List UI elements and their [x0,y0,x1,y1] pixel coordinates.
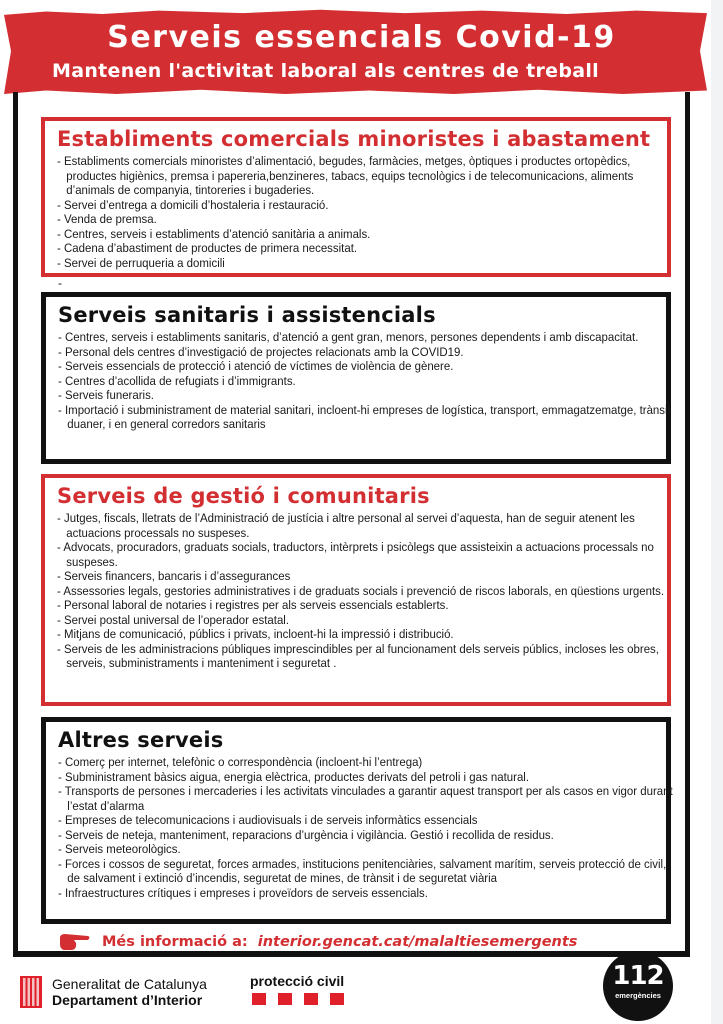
emergency-112-badge [603,951,673,1021]
generalitat-line1: Generalitat de Catalunya [52,976,207,992]
list-item: - Comerç per internet, telefònic o correspondència (incloent-hi l’entrega) [58,755,681,770]
section-sanitaris [41,292,671,464]
section-list [58,330,671,432]
square-mark [304,993,318,1005]
section-gestio [41,474,671,706]
list-item: - Serveis essencials de protecció i atenció de víctimes de violència de gènere. [58,359,681,374]
list-item: - Serveis de neteja, manteniment, reparacions d’urgència i vigilància. Gestió i recollida de residus. [58,828,681,843]
section-comercials [41,117,671,277]
section-title: Serveis de gestió i comunitaris [57,484,430,508]
list-item: - Serveis funeraris. [58,388,681,403]
proteccio-civil-squares [252,993,344,1005]
generalitat-name [52,976,207,1009]
proteccio-civil-logo: protecció civil [250,973,345,989]
section-list [58,755,673,900]
list-item: - Centres, serveis i establiments sanitaris, d’atenció a gent gran, menors, persones dependents i amb discapacitat. [58,330,681,345]
pointing-hand-icon [58,932,92,952]
section-altres [41,717,671,924]
section-title: Altres serveis [58,728,224,752]
page-edge [711,0,723,1024]
list-item: - Serveis meteorològics. [58,842,681,857]
square-mark [278,993,292,1005]
square-mark [252,993,266,1005]
list-item: - Centres d’acollida de refugiats i d’immigrants. [58,374,681,389]
stray-dash: - [58,276,62,290]
list-item: - Transports de persones i mercaderies i les activitats vinculades a garantir aquest transport per als casos en vigor durant l’estat d’alarma [58,784,681,813]
page-title: Serveis essencials Covid-19 [107,20,616,55]
square-mark [330,993,344,1005]
list-item: - Advocats, procuradors, graduats socials, traductors, intèrprets i psicòlegs que assisteixin a actuacions processals no suspeses. [57,540,680,569]
list-item: - Empreses de telecomunicacions i audiovisuals i de serveis informàtics essencials [58,813,681,828]
more-info-link[interactable]: interior.gencat.cat/malaltiesemergents [257,934,578,950]
list-item: - Importació i subministrament de material sanitari, incloent-hi empreses de logística, transport, emmagatzematge, trànsit duaner, i en general corredors sanitaris [58,403,681,432]
list-item: - Centres, serveis i establiments d’atenció sanitària a animals. [57,227,680,242]
section-title: Establiments comercials minoristes i abastament [57,127,651,151]
generalitat-line2: Departament d’Interior [52,992,203,1008]
more-info-label: Més informació a: [102,934,248,950]
list-item: - Mitjans de comunicació, públics i privats, incloent-hi la impressió i distribució. [57,627,680,642]
list-item: - Serveis de les administracions públiques imprescindibles per al funcionament dels serveis públics, incloses les obres, serveis, subministraments i manteniment i seguretat . [57,642,680,671]
page-subtitle: Mantenen l'activitat laboral als centres de treball [52,60,599,82]
list-item: - Personal laboral de notaries i registres per als serveis essencials establerts. [57,598,680,613]
list-item: - Jutges, fiscals, lletrats de l’Administració de justícia i altre personal al servei d’aquesta, han de seguir atenent les actuacions processals no suspeses. [57,511,680,540]
list-item: - Assessories legals, gestories administratives i de graduats socials i prevenció de riscos laborals, en qüestions urgents. [57,584,680,599]
list-item: - Servei postal universal de l’operador estatal. [57,613,680,628]
list-item: - Personal dels centres d’investigació de projectes relacionats amb la COVID19. [58,345,681,360]
generalitat-logo-icon [20,976,42,1008]
list-item: - Establiments comercials minoristes d’alimentació, begudes, farmàcies, metges, òptiques i productes ortopèdics, productes higiènics, premsa i papereria,benzineres, tabacs, equips tecnològics i de telecomunicacions, aliments d’animals de companyia, tintoreries i bugaderies. [57,154,680,198]
list-item: - Cadena d’abastiment de productes de primera necessitat. [57,241,680,256]
emergency-label: emergències [615,991,661,1000]
list-item: - Infraestructures crítiques i empreses i proveïdors de serveis essencials. [58,886,681,901]
more-info [58,932,577,952]
section-list [57,154,667,270]
emergency-number: 112 [612,961,664,991]
list-item: - Forces i cossos de seguretat, forces armades, institucions penitenciàries, salvament marítim, serveis protecció de civil, de salvament i extinció d’incendis, seguretat de mines, de trànsit i de seguretat viària [58,857,681,886]
section-title: Serveis sanitaris i assistencials [58,303,436,327]
list-item: - Servei de perruqueria a domicili [57,256,680,271]
section-list [57,511,667,671]
list-item: - Venda de premsa. [57,212,680,227]
list-item: - Subministrament bàsics aigua, energia elèctrica, productes derivats del petroli i gas natural. [58,770,681,785]
list-item: - Serveis financers, bancaris i d’assegurances [57,569,680,584]
list-item: - Servei d’entrega a domicili d’hostaleria i restauració. [57,198,680,213]
